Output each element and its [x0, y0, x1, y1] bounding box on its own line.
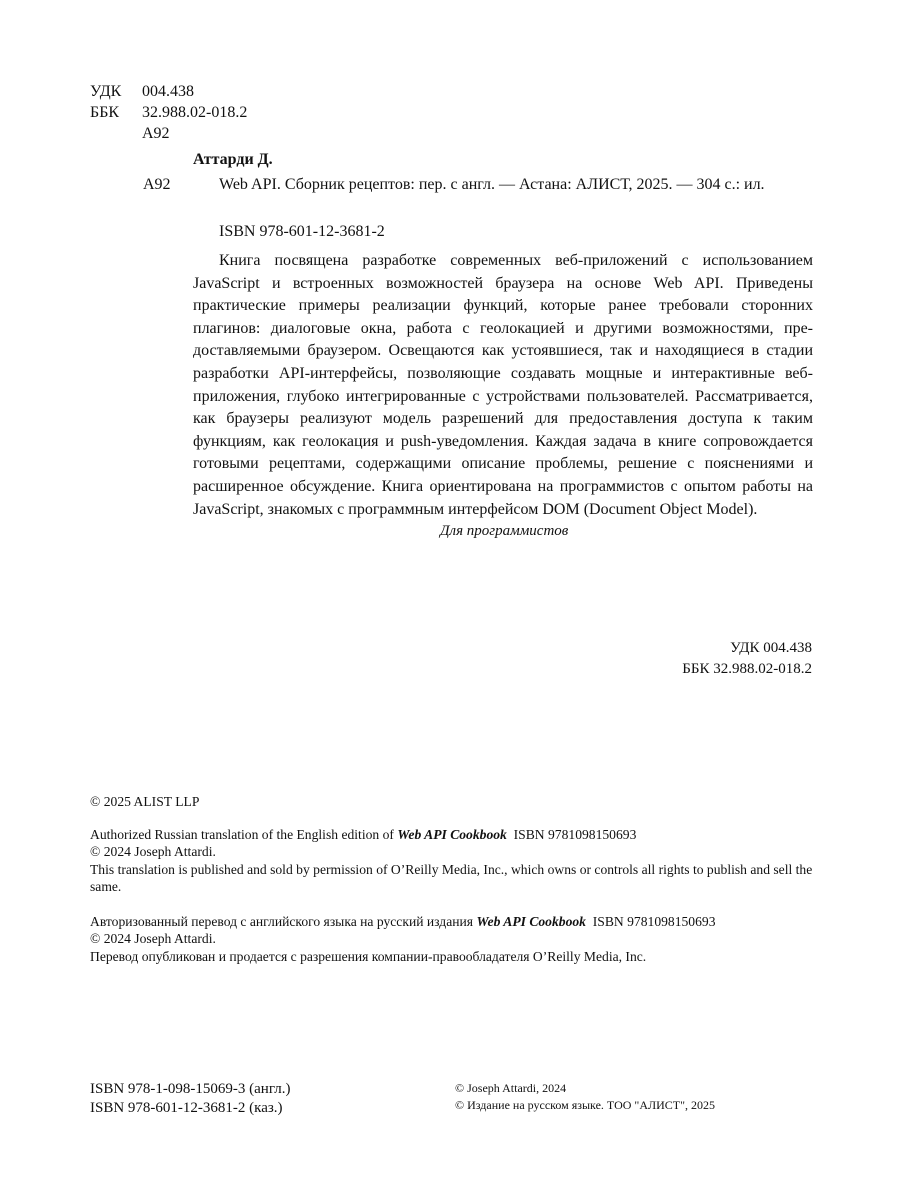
english-author-copyright: © 2024 Joseph Attardi. [90, 844, 216, 860]
russian-permission-note: Перевод опубликован и продается с разрешения компании-правообладателя O’Reilly Media, Inc. [90, 948, 647, 964]
english-rights-block [90, 826, 815, 895]
bottom-copyright-block [455, 1080, 715, 1114]
bbk-label: ББК [90, 104, 120, 121]
bottom-isbn-block [90, 1080, 290, 1118]
russian-author-copyright: © 2024 Joseph Attardi. [90, 931, 216, 947]
alist-copyright: © 2025 ALIST LLP [90, 794, 200, 809]
bbk-right: ББК 32.988.02-018.2 [682, 661, 812, 677]
author-code: А92 [143, 176, 171, 193]
audience-note: Для программистов [440, 523, 569, 539]
udk-row [90, 82, 194, 102]
udk-value: 004.438 [142, 83, 194, 100]
bbk-row [90, 103, 247, 123]
udk-right: УДК 004.438 [730, 640, 812, 656]
isbn-line: ISBN 978-601-12-3681-2 [219, 223, 385, 240]
isbn-english-edition: ISBN 978-1-098-15069-3 (англ.) [90, 1081, 291, 1097]
english-rights-prefix: Authorized Russian translation of the English edition of [90, 827, 398, 842]
russian-rights-line1 [90, 913, 815, 930]
author-name: Аттарди Д. [193, 151, 273, 168]
english-permission-note: This translation is published and sold by permission of O’Reilly Media, Inc., which owns or controls all rights to publish and sell the same. [90, 861, 813, 894]
russian-rights-block [90, 913, 815, 965]
annotation-text: Книга посвящена разработке современных веб-приложений с использованием JavaScript и встроенных возможностей браузера на основе Web API. Приведены практические примеры реализации функций, которые ранее требовали сторонних плагинов: диалоговые окна, работа с геолокацией и другими возможностями, предоставляемыми браузером. Освещаются как устоявшиеся, так и находящиеся в стадии разработки API-интерфейсы, позволяющие создавать мощные и интерактивные веб-приложения, глубоко интегрированные с устройствами пользователей. Рассматривается, как браузеры реализуют модель разрешений для предоставления доступа к таким функциям, как геолокация и push-уведомления. Каждая задача в книге сопровождается готовыми рецептами, содержащими описание проблемы, решение с пояснениями и расширенное обсуждение. Книга ориентирована на программистов с опытом работы на JavaScript, знакомых с программным интерфейсом DOM (Document Object Model). [193, 252, 813, 518]
udk-label: УДК [90, 83, 122, 100]
author-mark: А92 [142, 125, 170, 142]
english-book-isbn: ISBN 9781098150693 [506, 827, 637, 842]
copyright-publisher: © Издание на русском языке. ТОО "АЛИСТ", 2025 [455, 1098, 716, 1112]
bbk-value: 32.988.02-018.2 [142, 104, 248, 121]
english-rights-line1 [90, 826, 815, 843]
russian-rights-prefix: Авторизованный перевод с английского языка на русский издания [90, 914, 477, 929]
russian-book-isbn: ISBN 9781098150693 [585, 914, 716, 929]
copyright-author: © Joseph Attardi, 2024 [455, 1081, 567, 1095]
isbn-russian-edition: ISBN 978-601-12-3681-2 (каз.) [90, 1100, 283, 1116]
russian-book-title: Web API Cookbook [476, 914, 586, 929]
title-line: Web API. Сборник рецептов: пер. с англ. — Астана: АЛИСТ, 2025. — 304 с.: ил. [219, 176, 765, 193]
english-book-title: Web API Cookbook [397, 827, 507, 842]
